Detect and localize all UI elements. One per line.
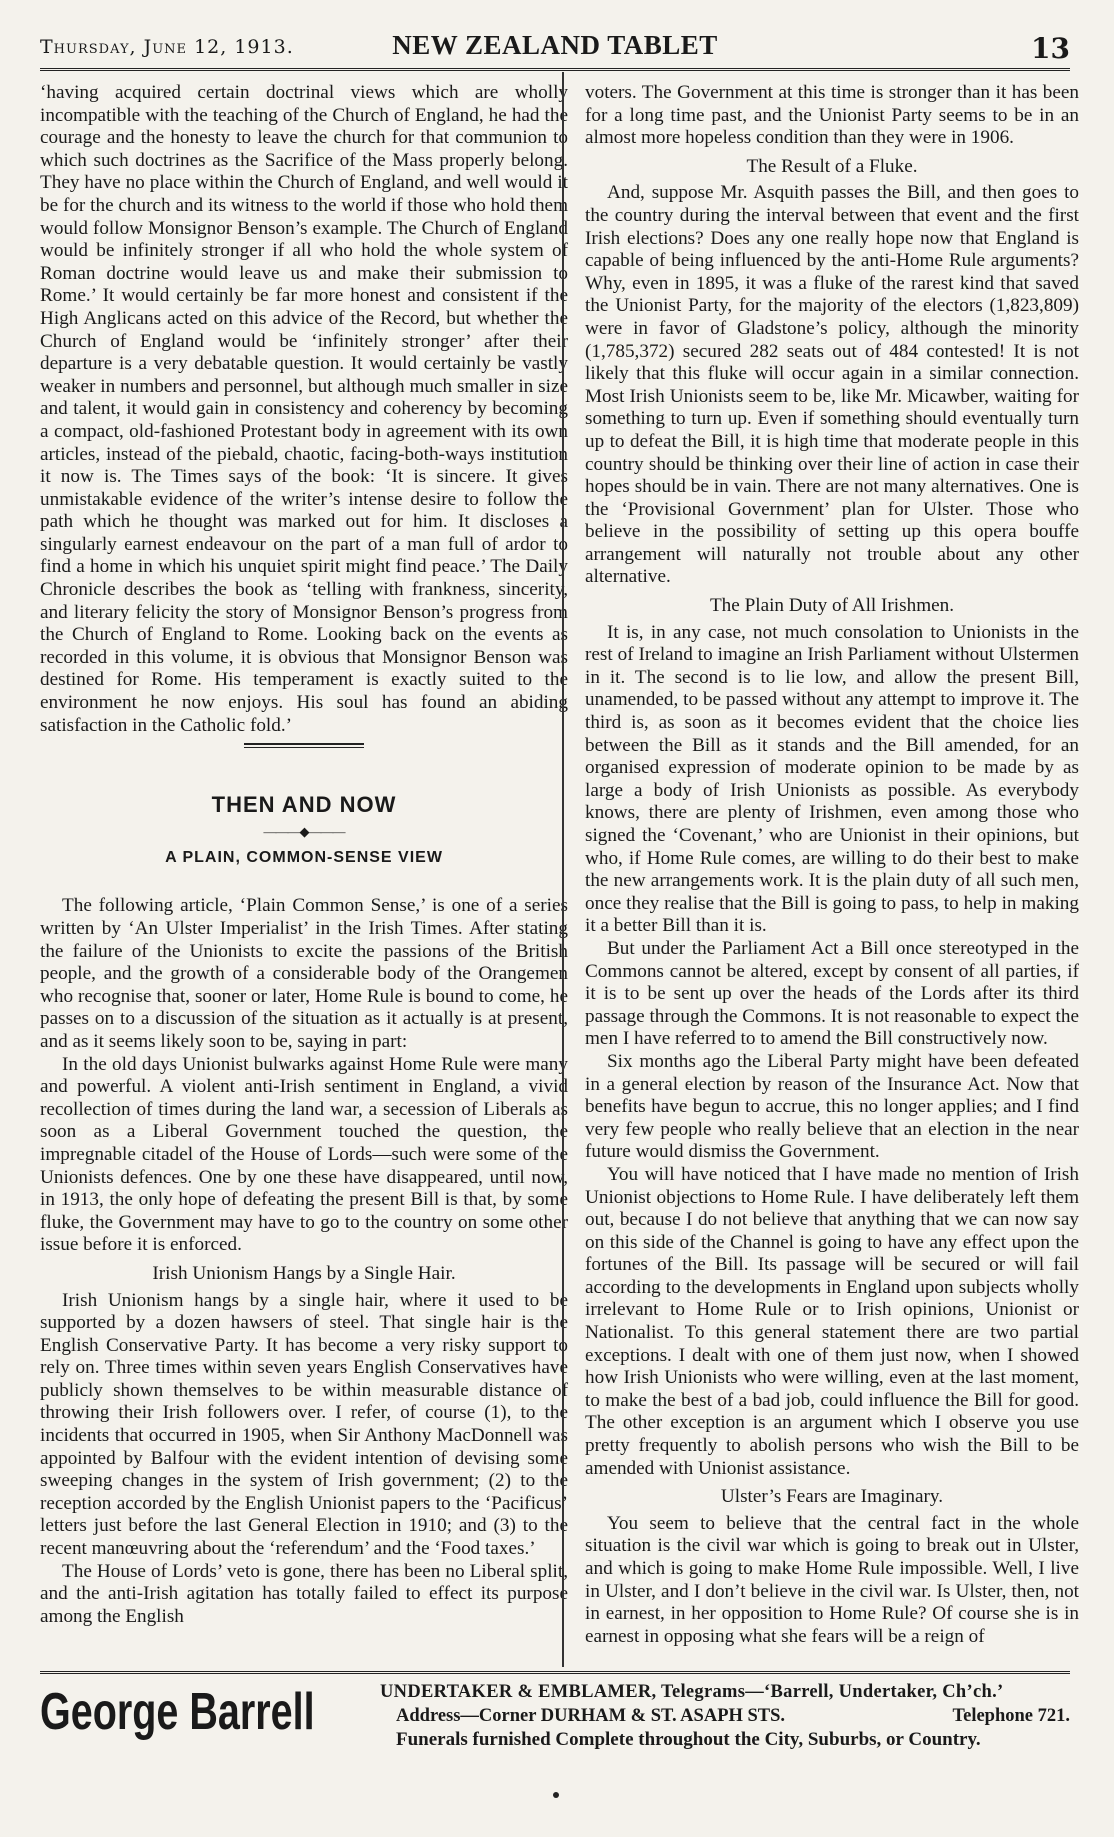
- advert-address: [380, 1704, 1070, 1728]
- paragraph: The House of Lords’ veto is gone, there has been no Liberal split, and the anti-Irish agitation has totally failed to effect its purpose among the English: [40, 1560, 568, 1627]
- advert-details: [380, 1680, 1070, 1752]
- issue-date: Thursday, June 12, 1913.: [40, 36, 294, 58]
- article-subheadline: A PLAIN, COMMON-SENSE VIEW: [165, 848, 443, 866]
- advert-name: George Barrell: [40, 1683, 315, 1741]
- paragraph: The following article, ‘Plain Common Sense,’ is one of a series written by ‘An Ulster Imperialist’ in the Irish Times. After stating the failure of the Unionists to excite the passions of the British people, and the growth of a considerable body of the Orangemen who recognise that, sooner or later, Home Rule is bound to come, he passes on to a discussion of the situation as it actually is at present, and as it seems likely soon to be, saying in part:: [40, 895, 568, 1052]
- advert-address-text: Address—Corner DURHAM & ST. ASAPH STS.: [396, 1706, 786, 1726]
- advert-telephone: Telephone 721.: [952, 1706, 1070, 1726]
- paragraph: Six months ago the Liberal Party might have been defeated in a general election by reason of the Insurance Act. Now that benefits have begun to accrue, this no longer applies; and I find very few people who really believe that an election in the near future would dismiss the Government.: [585, 1050, 1079, 1163]
- left-column: [40, 82, 568, 1628]
- advert-line: Funerals furnished Complete throughout the City, Suburbs, or Country.: [396, 1729, 981, 1750]
- right-column: [585, 82, 1079, 1648]
- article-headline: THEN AND NOW: [211, 792, 397, 818]
- section-subheading: The Result of a Fluke.: [746, 155, 918, 177]
- page-header: [40, 28, 1070, 66]
- ornament-divider: ———◆———: [263, 823, 345, 839]
- section-subheading: Irish Unionism Hangs by a Single Hair.: [152, 1262, 456, 1284]
- paragraph: You will have noticed that I have made no mention of Irish Unionist objections to Home Rule. I have deliberately left them out, because I do not believe that anything that we can now say on this side of the Channel is going to have any effect upon the fortunes of the Bill. Its passage will be secured or will fail according to the developments in England upon subjects wholly irrelevant to Home Rule or to Irish opinions, Unionist or Nationalist. To this general statement there are two partial exceptions. I dealt with one of them just now, when I showed how Irish Unionists who were willing, even at the last moment, to make the best of a bad job, could influence the Bill for good. The other exception is an argument which I observe you use pretty frequently to abolish persons who wish the Bill to be amended with Unionist assistance.: [585, 1163, 1079, 1479]
- section-divider: [244, 743, 364, 748]
- paragraph: Irish Unionism hangs by a single hair, where it used to be supported by a dozen hawsers of steel. That single hair is the English Conservative Party. It has become a very risky support to rely on. Three times within seven years English Conservatives have publicly shown themselves to be within measurable distance of throwing their Irish followers over. I refer, of course (1), to the incidents that occurred in 1905, when Sir Anthony MacDonnell was appointed by Balfour with the evident intention of devising some sweeping changes in the system of Irish government; (2) to the reception accorded by the English Unionist papers to the ‘Pacificus’ letters just before the last General Election in 1910; and (3) to the recent manœuvring about the ‘referendum’ and the ‘Food taxes.’: [40, 1289, 568, 1560]
- paragraph: And, suppose Mr. Asquith passes the Bill, and then goes to the country during the interval between that event and the first Irish elections? Does any one really hope now that England is capable of being influenced by the anti-Home Rule arguments? Why, even in 1895, it was a fluke of the rarest kind that saved the Unionist Party, for the majority of the electors (1,823,809) were in favor of Gladstone’s policy, although the minority (1,785,372) secured 282 seats out of 484 contested! It is not likely that this fluke will occur again in a similar connection. Most Irish Unionists seem to be, like Mr. Micawber, waiting for something to turn up. Even if something should eventually turn up to defeat the Bill, it is high time that moderate people in this country should be thinking over their line of action in case their hopes should be in vain. There are not many alternatives. One is the ‘Provisional Government’ plan for Ulster. Those who believe in the possibility of setting up this opera bouffe arrangement will naturally not trouble about any other alternative.: [585, 182, 1079, 588]
- paragraph: But under the Parliament Act a Bill once stereotyped in the Commons cannot be altered, except by consent of all parties, if it is to be sent up over the heads of the Lords after its third passage through the Commons. It is not reasonable to expect the men I have referred to to amend the Bill constructively now.: [585, 937, 1079, 1050]
- paragraph: In the old days Unionist bulwarks against Home Rule were many and powerful. A violent anti-Irish sentiment in England, a vivid recollection of times during the land war, a secession of Liberals as soon as a Liberal Government touched the question, the impregnable citadel of the House of Lords—such were some of the Unionists defences. One by one these have disappeared, until now, in 1913, the only hope of defeating the present Bill is that, by some fluke, the Government may have to go to the country on some other issue before it is enforced.: [40, 1053, 568, 1256]
- header-rule: [40, 68, 1070, 71]
- section-subheading: Ulster’s Fears are Imaginary.: [720, 1486, 944, 1508]
- paragraph: voters. The Government at this time is stronger than it has been for a long time past, and the Unionist Party seems to be in an almost more hopeless condition than they were in 1906.: [585, 82, 1079, 149]
- section-subheading: The Plain Duty of All Irishmen.: [709, 595, 955, 617]
- ink-dot: [553, 1792, 559, 1798]
- advertisement: [40, 1680, 1070, 1780]
- paragraph: You seem to believe that the central fact in the whole situation is the civil war which is going to break out in Ulster, and which is going to make Home Rule impossible. Well, I live in Ulster, and I don’t believe in the civil war. Is Ulster, then, not in earnest, in her opposition to Home Rule? Of course she is in earnest in opposing what she fears will be a reign of: [585, 1512, 1079, 1647]
- paragraph: It is, in any case, not much consolation to Unionists in the rest of Ireland to imagine an Irish Parliament without Ulstermen in it. The second is to lie low, and allow the present Bill, unamended, to be passed without any attempt to improve it. The third is, as soon as it becomes evident that the choice lies between the Bill as it stands and the Bill amended, for an organised expression of moderate opinion to be made by as large a body of Irish Unionists as possible. As everybody knows, there are plenty of Irishmen, even among those who signed the ‘Covenant,’ who are Unionist in their opinions, but who, if Home Rule comes, are willing to do their best to make the new arrangements work. It is the plain duty of all such men, once they realise that the Bill is going to pass, to help in making it a better Bill than it is.: [585, 621, 1079, 937]
- paragraph: ‘having acquired certain doctrinal views which are wholly incompatible with the teaching of the Church of England, he had the courage and the honesty to leave the church for that communion to which such doctrines as the Sacrifice of the Mass properly belong. They have no place within the Church of England, and well would it be for the church and its witness to the world if those who hold them would follow Monsignor Benson’s example. The Church of England would be infinitely stronger if all who hold the whole system of Roman doctrine would leave us and make their submission to Rome.’ It would certainly be far more honest and consistent if the High Anglicans acted on this advice of the Record, but whether the Church of England would be ‘infinitely stronger’ after their departure is a very debatable question. It would certainly be vastly weaker in numbers and personnel, but although much smaller in size and talent, it would gain in consistency and coherency by becoming a compact, old-fashioned Protestant body in agreement with its own articles, instead of the piebald, chaotic, facing-both-ways institution it now is. The Times says of the book: ‘It is sincere. It gives unmistakable evidence of the writer’s intense desire to follow the path which he thought was marked out for him. It discloses a singularly earnest endeavour on the part of a man full of ardor to find a home in which his unquiet spirit might find peace.’ The Daily Chronicle describes the book as ‘telling with frankness, sincerity, and literary felicity the story of Monsignor Benson’s progress from the Church of England to Rome. Looking back on the events as recorded in this volume, it is obvious that Monsignor Benson was destined for Rome. His temperament is exactly suited to the environment he now enjoys. His soul has found an abiding satisfaction in the Catholic fold.’: [40, 82, 568, 736]
- advert-rule: [40, 1671, 1070, 1674]
- newspaper-title: NEW ZEALAND TABLET: [392, 30, 718, 60]
- advert-line: UNDERTAKER & EMBLAMER, Telegrams—‘Barrell, Undertaker, Ch’ch.’: [380, 1682, 1004, 1702]
- column-divider: [562, 72, 564, 1667]
- page-number: 13: [1031, 32, 1070, 65]
